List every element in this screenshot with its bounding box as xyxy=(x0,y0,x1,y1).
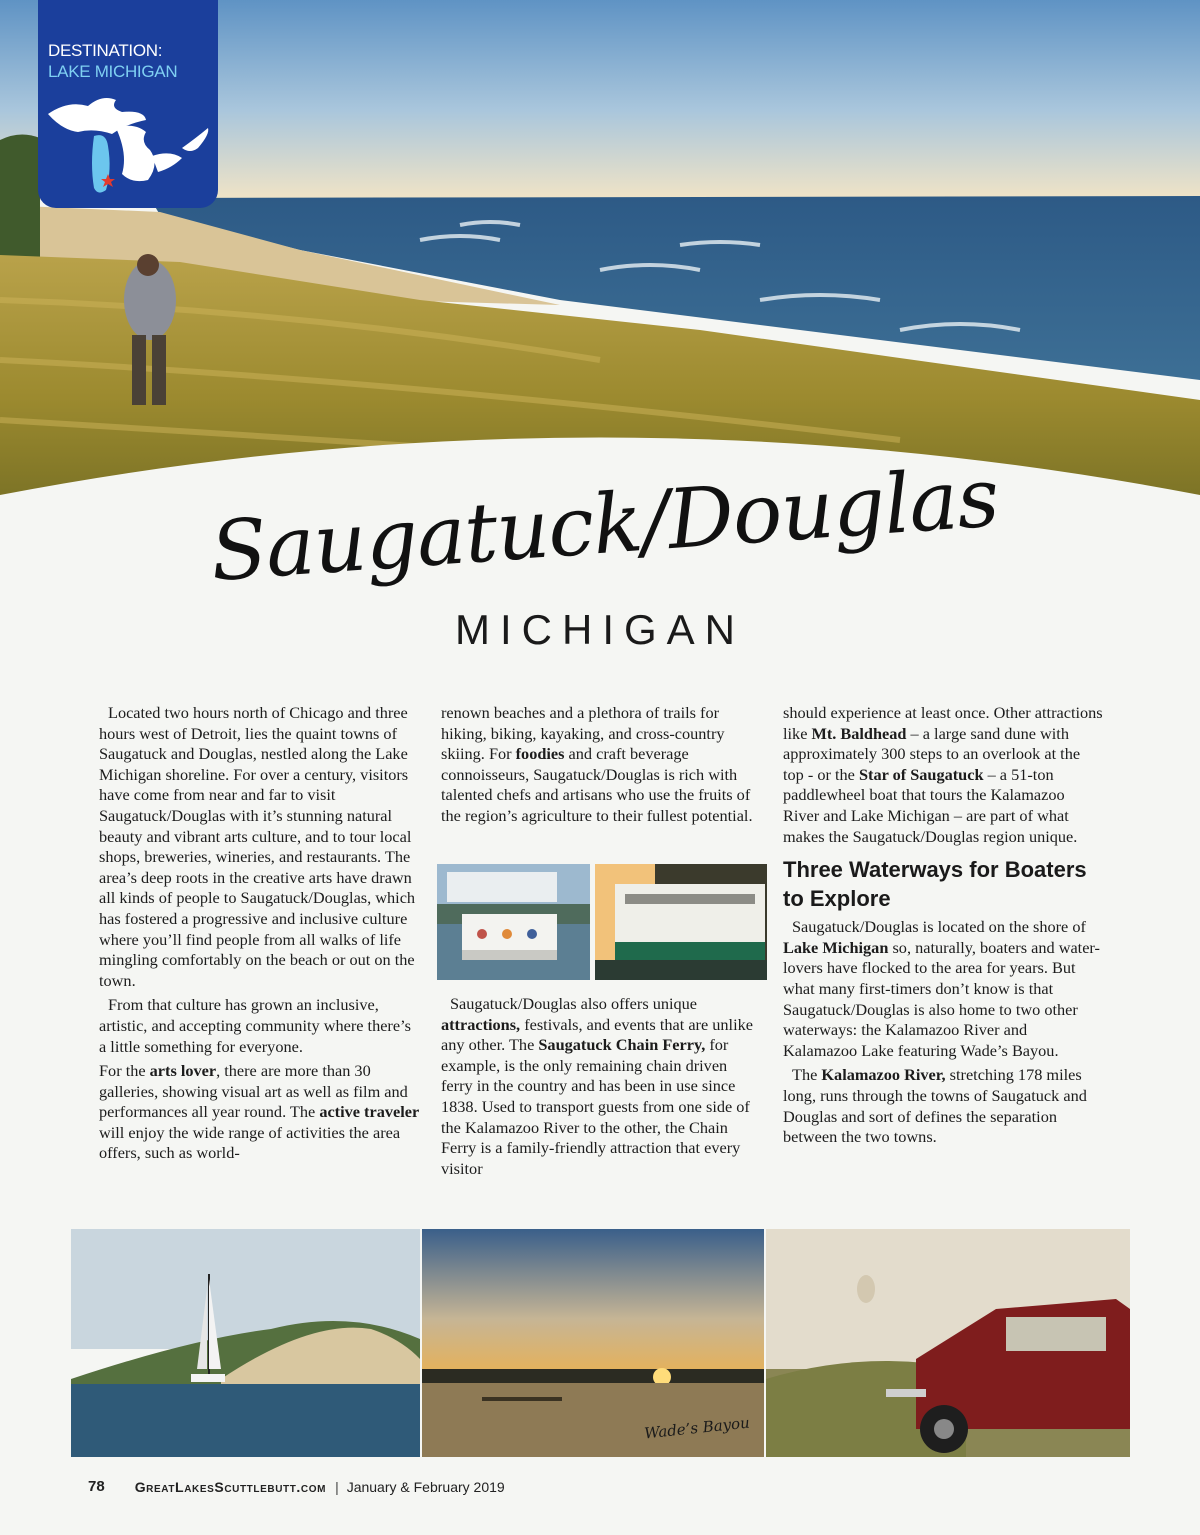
article-title: Saugatuck/Douglas xyxy=(207,450,1002,601)
paragraph: From that culture has grown an inclusive, artistic, and accepting community where there’s a little something for everyone. xyxy=(99,995,411,1056)
page-number: 78 xyxy=(88,1478,105,1495)
paragraph: should experience at least once. Other attractions like Mt. Baldhead – a large sand dune with approximately 300 steps to an overlook at the top - or the Star of Saugatuck – a 51-ton paddlewheel boat that tours the Kalamazoo River and Lake Michigan – are part of what makes the Saugatuck/Douglas region unique. xyxy=(783,703,1103,846)
photo-caption: Wade’s Bayou xyxy=(643,1413,751,1443)
paragraph: Located two hours north of Chicago and three hours west of Detroit, lies the quaint towns of Saugatuck and Douglas, nestled along the Lake Michigan shoreline. For over a century, visitors have come from near and far to visit Saugatuck/Douglas with it’s stunning natural beauty and vibrant arts culture, and to tour local shops, breweries, wineries, and restaurants. The area’s deep roots in the creative arts have drawn all kinds of people to Saugatuck/Douglas, which has fostered a progressive and inclusive culture where you’ll find people from all walks of life mingling comfortably on the beach or out on the town. xyxy=(99,703,416,990)
star-of-saugatuck-photo xyxy=(595,864,767,980)
wades-bayou-photo xyxy=(422,1229,764,1457)
section-heading: Three Waterways for Boaters to Explore xyxy=(783,857,1087,912)
article-column-3 xyxy=(783,703,1103,1152)
paragraph: Saugatuck/Douglas also offers unique attractions, festivals, and events that are unlike any other. The Saugatuck Chain Ferry, for example, is the only remaining chain driven ferry in the country and has been in use since 1838. Used to transport guests from one side of the Kalamazoo River to the other, the Chain Ferry is a family-friendly attraction that every visitor xyxy=(441,994,753,1178)
great-lakes-map-icon xyxy=(44,86,212,200)
paragraph: The Kalamazoo River, stretching 178 miles long, runs through the towns of Saugatuck and Douglas and sort of defines the separation between the two towns. xyxy=(783,1065,1087,1147)
article-column-1 xyxy=(99,703,421,1168)
website-link[interactable]: GreatLakesScuttlebutt.com xyxy=(134,1478,327,1495)
badge-label: DESTINATION: xyxy=(48,41,163,60)
page-footer xyxy=(88,1478,505,1495)
destination-badge xyxy=(38,0,218,208)
issue-date: January & February 2019 xyxy=(346,1478,505,1495)
badge-location: LAKE MICHIGAN xyxy=(48,62,178,81)
paragraph: For the arts lover, there are more than 30 galleries, showing visual art as well as film and performances all year round. The active traveler will enjoy the wide range of activities the area offers, such as world- xyxy=(99,1061,420,1163)
paragraph: renown beaches and a plethora of trails for hiking, biking, kayaking, and cross-country skiing. For foodies and craft beverage connoisseurs, Saugatuck/Douglas is rich with talented chefs and artisans who use the fruits of the region’s agriculture to their fullest potential. xyxy=(441,703,753,825)
sailboat-dune-photo xyxy=(71,1229,420,1457)
article-column-2-continued xyxy=(441,994,759,1183)
footer-separator: | xyxy=(335,1478,339,1495)
chain-ferry-photo xyxy=(437,864,590,980)
article-subtitle: MICHIGAN xyxy=(455,606,745,653)
article-column-2 xyxy=(441,703,759,831)
vintage-car-photo xyxy=(766,1229,1130,1457)
paragraph: Saugatuck/Douglas is located on the shore of Lake Michigan so, naturally, boaters and water-lovers have flocked to the area for years. But what many first-timers don’t know is that Saugatuck/Douglas is also home to two other waterways: the Kalamazoo River and Kalamazoo Lake featuring Wade’s Bayou. xyxy=(783,917,1100,1060)
